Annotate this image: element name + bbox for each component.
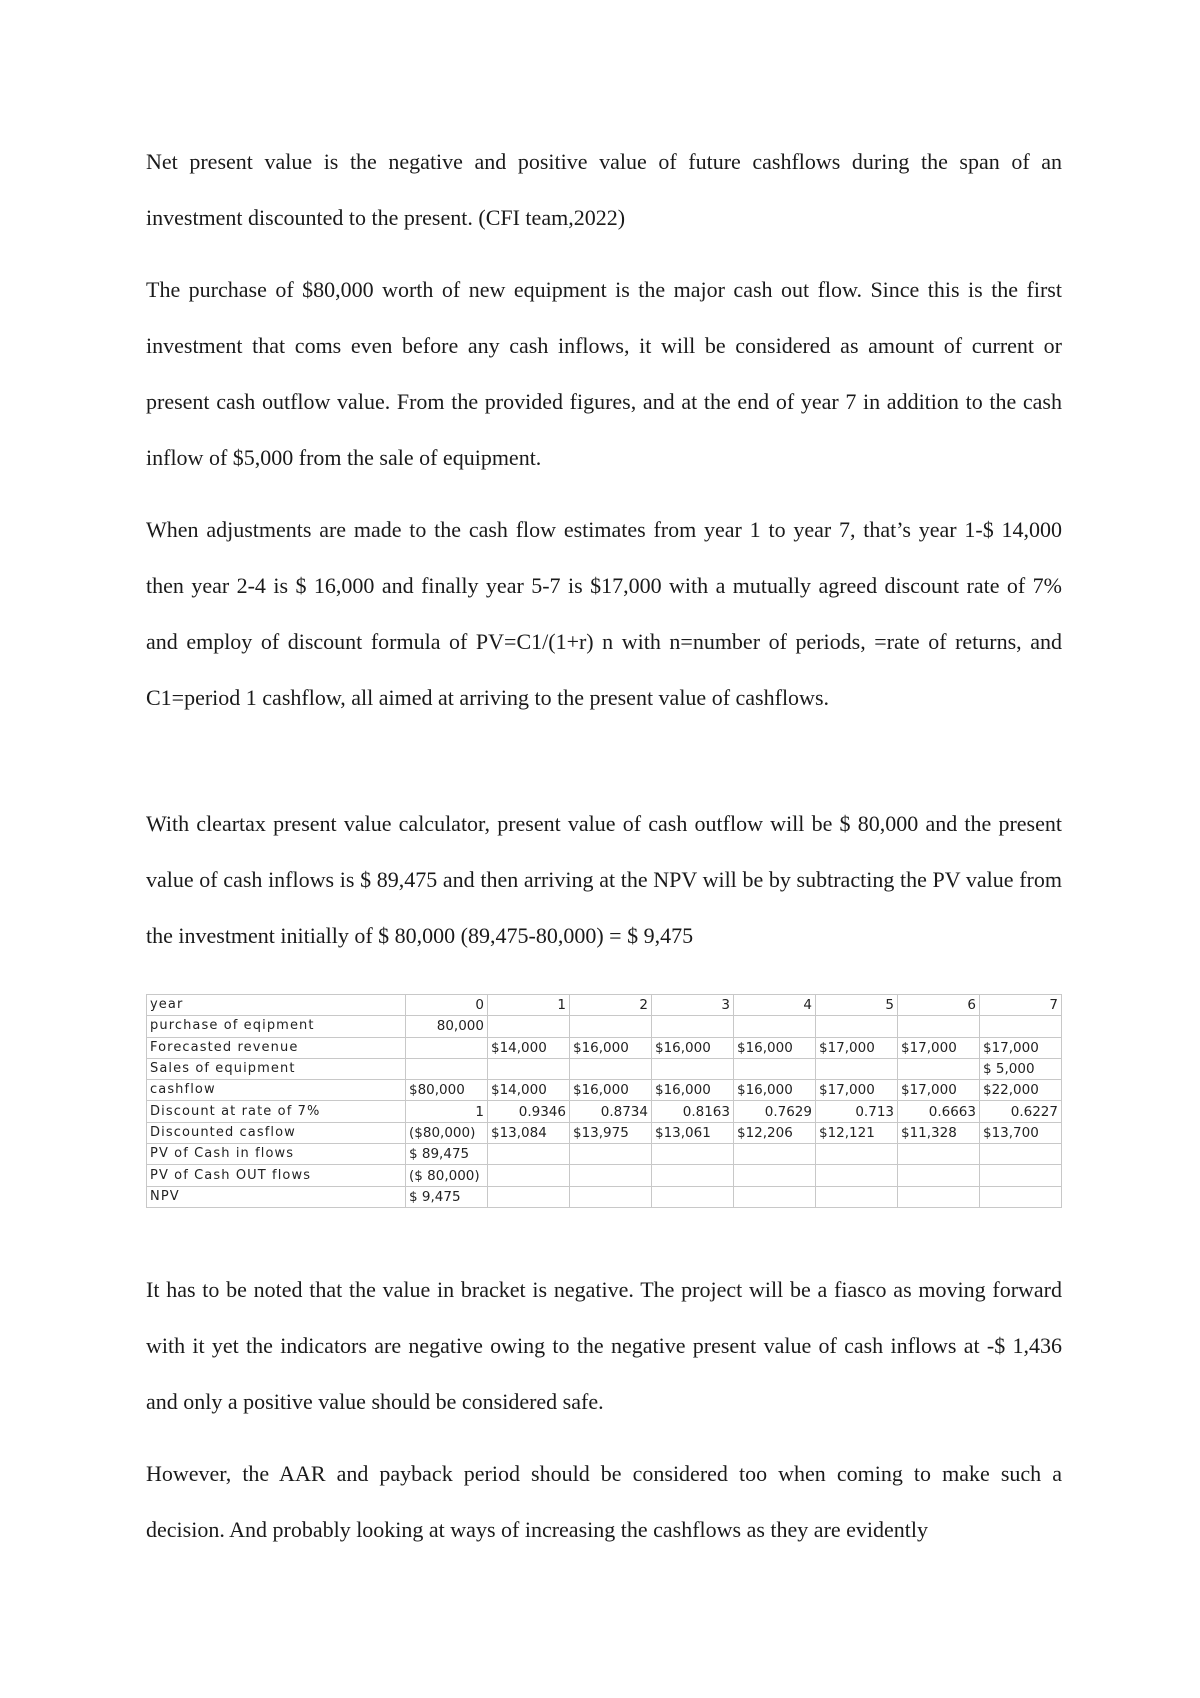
paragraph-npv-definition: Net present value is the negative and positive value of future cashflows during the span of an investment discounted to the present. (CFI team,2022)	[146, 149, 1062, 230]
npv-spreadsheet-table	[146, 994, 1062, 1208]
row-label: PV of Cash OUT flows	[147, 1165, 406, 1186]
table-cell	[652, 1016, 734, 1037]
table-cell: $14,000	[488, 1080, 570, 1101]
table-cell: 0.9346	[488, 1101, 570, 1122]
table-cell: 0.6227	[980, 1101, 1062, 1122]
row-label: year	[147, 995, 406, 1016]
table-cell: $ 5,000	[980, 1058, 1062, 1079]
row-label: purchase of eqipment	[147, 1016, 406, 1037]
table-cell: 5	[816, 995, 898, 1016]
table-cell	[734, 1165, 816, 1186]
table-row	[147, 1186, 1062, 1207]
table-cell: $13,061	[652, 1122, 734, 1143]
paragraph-pv-calculator: With cleartax present value calculator, present value of cash outflow will be $ 80,000 and the present value of cash inflows is $ 89,475 and then arriving at the NPV will be by subtracting the PV value from the investment initially of $ 80,000 (89,475-80,000) = $ 9,475	[146, 811, 1062, 948]
table-cell	[980, 1144, 1062, 1165]
table-cell: $ 9,475	[406, 1186, 488, 1207]
table-cell: $16,000	[570, 1080, 652, 1101]
table-cell: $13,700	[980, 1122, 1062, 1143]
table-cell	[734, 1144, 816, 1165]
table-cell: $16,000	[570, 1037, 652, 1058]
table-cell	[652, 1186, 734, 1207]
paragraph-cashflow-adjustments: When adjustments are made to the cash flow estimates from year 1 to year 7, that’s year 1-$ 14,000 then year 2-4 is $ 16,000 and finally year 5-7 is $17,000 with a mutually agreed discount rate of 7% and employ of discount formula of PV=C1/(1+r) n with n=number of periods, =rate of returns, and C1=period 1 cashflow, all aimed at arriving to the present value of cashflows.	[146, 517, 1062, 710]
table-cell: $16,000	[652, 1037, 734, 1058]
row-label: cashflow	[147, 1080, 406, 1101]
table-row	[147, 1080, 1062, 1101]
table-cell	[406, 1037, 488, 1058]
table-cell: 1	[488, 995, 570, 1016]
table-cell	[898, 1016, 980, 1037]
row-label: Forecasted revenue	[147, 1037, 406, 1058]
table-cell	[570, 1016, 652, 1037]
table-cell: 2	[570, 995, 652, 1016]
table-cell	[488, 1016, 570, 1037]
table-cell: 1	[406, 1101, 488, 1122]
table-row	[147, 1058, 1062, 1079]
table-cell: $12,121	[816, 1122, 898, 1143]
table-cell: $22,000	[980, 1080, 1062, 1101]
paragraph-equipment-purchase: The purchase of $80,000 worth of new equipment is the major cash out flow. Since this is the first investment that coms even before any cash inflows, it will be considered as amount of current or present cash outflow value. From the provided figures, and at the end of year 7 in addition to the cash inflow of $5,000 from the sale of equipment.	[146, 277, 1062, 470]
table-row	[147, 1122, 1062, 1143]
table-cell	[652, 1144, 734, 1165]
table-cell	[652, 1165, 734, 1186]
table-cell	[652, 1058, 734, 1079]
table-cell: $17,000	[816, 1080, 898, 1101]
table-row	[147, 1037, 1062, 1058]
table-cell: $17,000	[816, 1037, 898, 1058]
row-label: NPV	[147, 1186, 406, 1207]
table-cell: $16,000	[734, 1037, 816, 1058]
table-cell	[816, 1186, 898, 1207]
paragraph-aar-payback: However, the AAR and payback period should be considered too when coming to make such a decision. And probably looking at ways of increasing the cashflows as they are evidently	[146, 1461, 1062, 1542]
table-cell: ($ 80,000)	[406, 1165, 488, 1186]
table-row	[147, 1144, 1062, 1165]
table-cell: 80,000	[406, 1016, 488, 1037]
table-cell: $13,975	[570, 1122, 652, 1143]
table-cell	[734, 1186, 816, 1207]
row-label: Discount at rate of 7%	[147, 1101, 406, 1122]
table-cell: $ 89,475	[406, 1144, 488, 1165]
table-cell	[570, 1144, 652, 1165]
table-cell: $16,000	[652, 1080, 734, 1101]
table-cell	[488, 1144, 570, 1165]
table-cell: $16,000	[734, 1080, 816, 1101]
table-cell: $14,000	[488, 1037, 570, 1058]
table-cell: 0.8734	[570, 1101, 652, 1122]
row-label: Discounted casflow	[147, 1122, 406, 1143]
table-cell: 0.6663	[898, 1101, 980, 1122]
table-cell	[734, 1016, 816, 1037]
table-cell: 0.8163	[652, 1101, 734, 1122]
paragraph-negative-note: It has to be noted that the value in bracket is negative. The project will be a fiasco as moving forward with it yet the indicators are negative owing to the negative present value of cash inflows at -$ 1,436 and only a positive value should be considered safe.	[146, 1277, 1062, 1414]
table-cell	[570, 1186, 652, 1207]
table-cell: $17,000	[898, 1037, 980, 1058]
table-cell: 7	[980, 995, 1062, 1016]
table-cell: $11,328	[898, 1122, 980, 1143]
table-cell: 0	[406, 995, 488, 1016]
table-cell	[734, 1058, 816, 1079]
table-cell: $80,000	[406, 1080, 488, 1101]
row-label: Sales of equipment	[147, 1058, 406, 1079]
table-cell	[980, 1016, 1062, 1037]
table-cell	[898, 1165, 980, 1186]
table-cell: $12,206	[734, 1122, 816, 1143]
table-cell	[488, 1058, 570, 1079]
table-cell: 4	[734, 995, 816, 1016]
table-row	[147, 995, 1062, 1016]
table-cell	[406, 1058, 488, 1079]
table-body	[147, 995, 1062, 1208]
table-cell	[816, 1016, 898, 1037]
table-cell: $17,000	[980, 1037, 1062, 1058]
table-row	[147, 1016, 1062, 1037]
table-cell: ($80,000)	[406, 1122, 488, 1143]
table-cell	[898, 1058, 980, 1079]
table-cell	[980, 1186, 1062, 1207]
table-cell	[816, 1165, 898, 1186]
table-cell	[898, 1186, 980, 1207]
table-cell	[816, 1058, 898, 1079]
table-cell: 6	[898, 995, 980, 1016]
table-row	[147, 1165, 1062, 1186]
table-cell: $17,000	[898, 1080, 980, 1101]
table-cell: 3	[652, 995, 734, 1016]
table-cell	[488, 1186, 570, 1207]
table-cell	[570, 1165, 652, 1186]
row-label: PV of Cash in flows	[147, 1144, 406, 1165]
table-cell	[898, 1144, 980, 1165]
table-row	[147, 1101, 1062, 1122]
table-cell	[816, 1144, 898, 1165]
table-cell: 0.713	[816, 1101, 898, 1122]
table-cell	[980, 1165, 1062, 1186]
table-cell	[570, 1058, 652, 1079]
table-cell: 0.7629	[734, 1101, 816, 1122]
table-cell	[488, 1165, 570, 1186]
table-cell: $13,084	[488, 1122, 570, 1143]
